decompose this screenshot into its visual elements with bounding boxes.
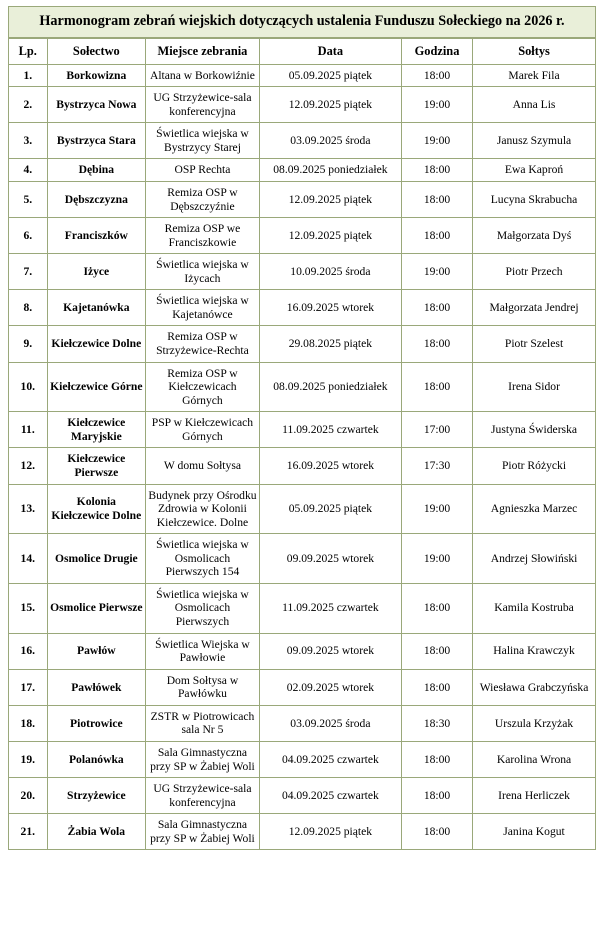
cell-godzina: 18:00 [401, 633, 472, 669]
cell-solectwo: Piotrowice [47, 705, 146, 741]
table-row [9, 159, 596, 182]
cell-godzina: 18:00 [401, 778, 472, 814]
cell-data: 12.09.2025 piątek [259, 87, 401, 123]
cell-solectwo: Osmolice Drugie [47, 534, 146, 584]
cell-solectwo: Dębina [47, 159, 146, 182]
cell-godzina: 18:00 [401, 159, 472, 182]
cell-godzina: 18:30 [401, 705, 472, 741]
cell-miejsce: PSP w Kiełczewicach Górnych [146, 412, 260, 448]
cell-miejsce: Sala Gimnastyczna przy SP w Żabiej Woli [146, 741, 260, 777]
cell-miejsce: Remiza OSP w Strzyżewice-Rechta [146, 326, 260, 362]
cell-godzina: 19:00 [401, 87, 472, 123]
table-row [9, 814, 596, 850]
cell-lp: 2. [9, 87, 48, 123]
table-row [9, 705, 596, 741]
table-row [9, 362, 596, 412]
cell-solectwo: Kolonia Kiełczewice Dolne [47, 484, 146, 534]
cell-lp: 19. [9, 741, 48, 777]
cell-data: 05.09.2025 piątek [259, 64, 401, 87]
cell-solectwo: Kiełczewice Maryjskie [47, 412, 146, 448]
cell-soltys: Małgorzata Dyś [473, 218, 596, 254]
cell-godzina: 18:00 [401, 741, 472, 777]
cell-soltys: Lucyna Skrabucha [473, 181, 596, 217]
table-row [9, 583, 596, 633]
table-row [9, 181, 596, 217]
cell-data: 08.09.2025 poniedziałek [259, 362, 401, 412]
table-row [9, 534, 596, 584]
cell-soltys: Urszula Krzyżak [473, 705, 596, 741]
cell-solectwo: Pawłów [47, 633, 146, 669]
cell-soltys: Ewa Kaproń [473, 159, 596, 182]
cell-soltys: Małgorzata Jendrej [473, 290, 596, 326]
cell-godzina: 19:00 [401, 534, 472, 584]
cell-solectwo: Bystrzyca Nowa [47, 87, 146, 123]
cell-lp: 16. [9, 633, 48, 669]
cell-soltys: Anna Lis [473, 87, 596, 123]
cell-solectwo: Dębszczyzna [47, 181, 146, 217]
cell-godzina: 18:00 [401, 669, 472, 705]
table-row [9, 633, 596, 669]
cell-solectwo: Żabia Wola [47, 814, 146, 850]
cell-godzina: 18:00 [401, 181, 472, 217]
cell-solectwo: Polanówka [47, 741, 146, 777]
cell-data: 29.08.2025 piątek [259, 326, 401, 362]
cell-lp: 14. [9, 534, 48, 584]
table-row [9, 669, 596, 705]
cell-lp: 12. [9, 448, 48, 484]
cell-data: 16.09.2025 wtorek [259, 290, 401, 326]
cell-lp: 8. [9, 290, 48, 326]
table-row [9, 218, 596, 254]
cell-miejsce: Remiza OSP we Franciszkowie [146, 218, 260, 254]
cell-solectwo: Kiełczewice Dolne [47, 326, 146, 362]
cell-lp: 21. [9, 814, 48, 850]
cell-lp: 6. [9, 218, 48, 254]
table-body [9, 64, 596, 850]
cell-soltys: Wiesława Grabczyńska [473, 669, 596, 705]
cell-soltys: Karolina Wrona [473, 741, 596, 777]
cell-miejsce: Świetlica Wiejska w Pawłowie [146, 633, 260, 669]
column-header-soltys: Sołtys [473, 38, 596, 64]
cell-data: 08.09.2025 poniedziałek [259, 159, 401, 182]
cell-solectwo: Iżyce [47, 254, 146, 290]
cell-data: 11.09.2025 czwartek [259, 583, 401, 633]
column-header-godzina: Godzina [401, 38, 472, 64]
table-row [9, 64, 596, 87]
cell-soltys: Justyna Świderska [473, 412, 596, 448]
cell-miejsce: Świetlica wiejska w Osmolicach Pierwszych [146, 583, 260, 633]
cell-data: 12.09.2025 piątek [259, 218, 401, 254]
cell-soltys: Halina Krawczyk [473, 633, 596, 669]
cell-soltys: Kamila Kostruba [473, 583, 596, 633]
cell-lp: 13. [9, 484, 48, 534]
cell-data: 09.09.2025 wtorek [259, 633, 401, 669]
cell-data: 03.09.2025 środa [259, 705, 401, 741]
cell-lp: 9. [9, 326, 48, 362]
cell-miejsce: Remiza OSP w Dębszczyźnie [146, 181, 260, 217]
table-row [9, 326, 596, 362]
cell-soltys: Piotr Przech [473, 254, 596, 290]
cell-solectwo: Pawłówek [47, 669, 146, 705]
cell-miejsce: Remiza OSP w Kiełczewicach Górnych [146, 362, 260, 412]
cell-data: 03.09.2025 środa [259, 123, 401, 159]
cell-godzina: 18:00 [401, 290, 472, 326]
cell-miejsce: UG Strzyżewice-sala konferencyjna [146, 778, 260, 814]
cell-data: 11.09.2025 czwartek [259, 412, 401, 448]
page-title: Harmonogram zebrań wiejskich dotyczących ustalenia Funduszu Sołeckiego na 2026 r. [8, 6, 596, 38]
cell-data: 04.09.2025 czwartek [259, 741, 401, 777]
cell-solectwo: Kiełczewice Pierwsze [47, 448, 146, 484]
table-row [9, 87, 596, 123]
cell-lp: 11. [9, 412, 48, 448]
column-header-miejsce: Miejsce zebrania [146, 38, 260, 64]
cell-soltys: Irena Sidor [473, 362, 596, 412]
table-row [9, 412, 596, 448]
cell-soltys: Piotr Różycki [473, 448, 596, 484]
cell-miejsce: Świetlica wiejska w Bystrzycy Starej [146, 123, 260, 159]
cell-lp: 5. [9, 181, 48, 217]
cell-godzina: 17:30 [401, 448, 472, 484]
cell-lp: 3. [9, 123, 48, 159]
table-header-row [9, 38, 596, 64]
cell-miejsce: Świetlica wiejska w Iżycach [146, 254, 260, 290]
cell-lp: 18. [9, 705, 48, 741]
cell-solectwo: Borkowizna [47, 64, 146, 87]
cell-data: 05.09.2025 piątek [259, 484, 401, 534]
table-row [9, 254, 596, 290]
cell-lp: 17. [9, 669, 48, 705]
cell-lp: 10. [9, 362, 48, 412]
cell-godzina: 17:00 [401, 412, 472, 448]
cell-soltys: Janina Kogut [473, 814, 596, 850]
table-row [9, 484, 596, 534]
cell-data: 12.09.2025 piątek [259, 814, 401, 850]
cell-miejsce: Altana w Borkowiźnie [146, 64, 260, 87]
cell-solectwo: Franciszków [47, 218, 146, 254]
cell-godzina: 18:00 [401, 814, 472, 850]
cell-data: 12.09.2025 piątek [259, 181, 401, 217]
cell-godzina: 18:00 [401, 326, 472, 362]
cell-solectwo: Kajetanówka [47, 290, 146, 326]
cell-godzina: 19:00 [401, 484, 472, 534]
cell-lp: 7. [9, 254, 48, 290]
table-row [9, 290, 596, 326]
table-row [9, 123, 596, 159]
cell-miejsce: Budynek przy Ośrodku Zdrowia w Kolonii Kiełczewice. Dolne [146, 484, 260, 534]
cell-data: 04.09.2025 czwartek [259, 778, 401, 814]
table-row [9, 778, 596, 814]
table-row [9, 741, 596, 777]
schedule-table [8, 38, 596, 851]
cell-miejsce: UG Strzyżewice-sala konferencyjna [146, 87, 260, 123]
table-row [9, 448, 596, 484]
cell-miejsce: Świetlica wiejska w Osmolicach Pierwszych 154 [146, 534, 260, 584]
cell-miejsce: Sala Gimnastyczna przy SP w Żabiej Woli [146, 814, 260, 850]
cell-godzina: 18:00 [401, 64, 472, 87]
cell-miejsce: W domu Sołtysa [146, 448, 260, 484]
cell-solectwo: Kiełczewice Górne [47, 362, 146, 412]
cell-soltys: Agnieszka Marzec [473, 484, 596, 534]
cell-soltys: Andrzej Słowiński [473, 534, 596, 584]
cell-soltys: Janusz Szymula [473, 123, 596, 159]
cell-godzina: 18:00 [401, 362, 472, 412]
cell-lp: 20. [9, 778, 48, 814]
cell-data: 02.09.2025 wtorek [259, 669, 401, 705]
cell-soltys: Piotr Szelest [473, 326, 596, 362]
cell-godzina: 19:00 [401, 123, 472, 159]
cell-miejsce: Świetlica wiejska w Kajetanówce [146, 290, 260, 326]
cell-data: 10.09.2025 środa [259, 254, 401, 290]
cell-solectwo: Osmolice Pierwsze [47, 583, 146, 633]
cell-godzina: 18:00 [401, 583, 472, 633]
cell-miejsce: Dom Sołtysa w Pawłówku [146, 669, 260, 705]
cell-soltys: Marek Fila [473, 64, 596, 87]
cell-solectwo: Strzyżewice [47, 778, 146, 814]
cell-godzina: 19:00 [401, 254, 472, 290]
cell-solectwo: Bystrzyca Stara [47, 123, 146, 159]
cell-lp: 1. [9, 64, 48, 87]
cell-lp: 15. [9, 583, 48, 633]
cell-data: 16.09.2025 wtorek [259, 448, 401, 484]
cell-miejsce: OSP Rechta [146, 159, 260, 182]
cell-soltys: Irena Herliczek [473, 778, 596, 814]
cell-lp: 4. [9, 159, 48, 182]
cell-data: 09.09.2025 wtorek [259, 534, 401, 584]
cell-miejsce: ZSTR w Piotrowicach sala Nr 5 [146, 705, 260, 741]
column-header-solectwo: Sołectwo [47, 38, 146, 64]
cell-godzina: 18:00 [401, 218, 472, 254]
column-header-lp: Lp. [9, 38, 48, 64]
column-header-data: Data [259, 38, 401, 64]
